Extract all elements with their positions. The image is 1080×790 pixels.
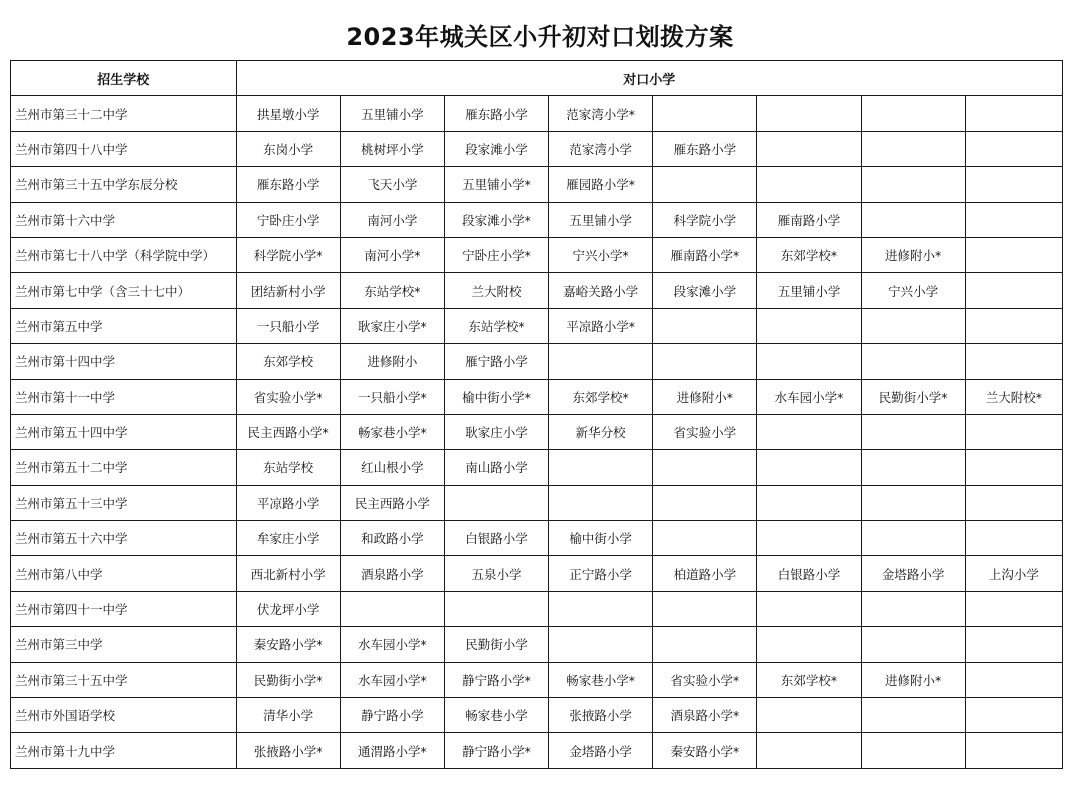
school-cell: 兰州市第五十四中学 <box>11 414 237 449</box>
school-cell: 兰州市第十一中学 <box>11 379 237 414</box>
primary-school-cell: 水车园小学* <box>757 379 861 414</box>
primary-school-cell <box>861 414 965 449</box>
primary-school-cell: 嘉峪关路小学 <box>549 273 653 308</box>
primary-school-cell <box>861 733 965 768</box>
primary-school-cell <box>757 344 861 379</box>
primary-school-cell: 新华分校 <box>549 414 653 449</box>
primary-school-cell <box>757 485 861 520</box>
school-cell: 兰州市第十六中学 <box>11 202 237 237</box>
primary-school-cell <box>965 627 1062 662</box>
primary-school-cell: 水车园小学* <box>340 662 444 697</box>
primary-school-cell <box>965 414 1062 449</box>
primary-school-cell <box>757 521 861 556</box>
primary-school-cell <box>549 485 653 520</box>
table-row <box>11 485 1063 520</box>
primary-school-cell: 南山路小学 <box>444 450 548 485</box>
school-cell: 兰州市第三十五中学东辰分校 <box>11 167 237 202</box>
primary-school-cell <box>757 131 861 166</box>
primary-school-cell: 团结新村小学 <box>236 273 340 308</box>
primary-school-cell: 飞天小学 <box>340 167 444 202</box>
primary-school-cell: 张掖路小学* <box>236 733 340 768</box>
primary-school-cell: 东站学校 <box>236 450 340 485</box>
allocation-table <box>10 60 1063 769</box>
primary-school-cell <box>861 308 965 343</box>
table-row <box>11 273 1063 308</box>
primary-school-cell <box>965 450 1062 485</box>
school-cell: 兰州市第五十二中学 <box>11 450 237 485</box>
primary-school-cell <box>965 485 1062 520</box>
primary-school-cell: 进修附小* <box>861 237 965 272</box>
primary-school-cell <box>444 485 548 520</box>
primary-school-cell <box>965 237 1062 272</box>
primary-school-cell <box>757 627 861 662</box>
primary-school-cell: 南河小学 <box>340 202 444 237</box>
primary-school-cell: 五里铺小学 <box>757 273 861 308</box>
school-cell: 兰州市第十四中学 <box>11 344 237 379</box>
primary-school-cell: 东郊学校* <box>757 662 861 697</box>
primary-school-cell: 平凉路小学* <box>549 308 653 343</box>
primary-school-cell: 宁卧庄小学* <box>444 237 548 272</box>
school-cell: 兰州市第十九中学 <box>11 733 237 768</box>
school-cell: 兰州市外国语学校 <box>11 698 237 733</box>
primary-school-cell: 雁东路小学 <box>444 96 548 131</box>
primary-school-cell: 秦安路小学* <box>653 733 757 768</box>
primary-school-cell: 拱星墩小学 <box>236 96 340 131</box>
table-row <box>11 591 1063 626</box>
primary-school-cell <box>653 344 757 379</box>
primary-school-cell: 畅家巷小学* <box>340 414 444 449</box>
primary-school-cell: 红山根小学 <box>340 450 444 485</box>
primary-school-cell: 民主西路小学 <box>340 485 444 520</box>
primary-school-cell: 上沟小学 <box>965 556 1062 591</box>
table-row <box>11 308 1063 343</box>
primary-school-cell: 桃树坪小学 <box>340 131 444 166</box>
primary-school-cell: 通渭路小学* <box>340 733 444 768</box>
primary-school-cell <box>757 591 861 626</box>
primary-school-cell <box>653 450 757 485</box>
primary-school-cell <box>653 627 757 662</box>
primary-school-cell: 张掖路小学 <box>549 698 653 733</box>
primary-school-cell: 五泉小学 <box>444 556 548 591</box>
primary-school-cell: 酒泉路小学 <box>340 556 444 591</box>
primary-school-cell <box>549 344 653 379</box>
primary-school-cell <box>653 485 757 520</box>
school-cell: 兰州市第三中学 <box>11 627 237 662</box>
primary-school-cell <box>757 96 861 131</box>
primary-school-cell: 五里铺小学 <box>340 96 444 131</box>
primary-school-cell: 雁东路小学 <box>236 167 340 202</box>
primary-school-cell <box>653 591 757 626</box>
primary-school-cell: 雁南路小学* <box>653 237 757 272</box>
table-row <box>11 733 1063 768</box>
primary-school-cell <box>549 627 653 662</box>
primary-school-cell <box>757 450 861 485</box>
primary-school-cell: 白银路小学 <box>444 521 548 556</box>
primary-school-cell: 平凉路小学 <box>236 485 340 520</box>
primary-school-cell <box>965 733 1062 768</box>
school-cell: 兰州市第三十五中学 <box>11 662 237 697</box>
primary-school-cell: 南河小学* <box>340 237 444 272</box>
primary-school-cell: 五里铺小学* <box>444 167 548 202</box>
primary-school-cell: 雁宁路小学 <box>444 344 548 379</box>
primary-school-cell <box>653 308 757 343</box>
primary-school-cell <box>861 698 965 733</box>
primary-school-cell: 静宁路小学 <box>340 698 444 733</box>
header-school: 招生学校 <box>11 61 237 96</box>
primary-school-cell <box>861 450 965 485</box>
primary-school-cell <box>861 202 965 237</box>
school-cell: 兰州市第五中学 <box>11 308 237 343</box>
primary-school-cell: 耿家庄小学* <box>340 308 444 343</box>
primary-school-cell: 进修附小 <box>340 344 444 379</box>
primary-school-cell: 畅家巷小学 <box>444 698 548 733</box>
primary-school-cell <box>340 591 444 626</box>
primary-school-cell: 静宁路小学* <box>444 733 548 768</box>
primary-school-cell: 水车园小学* <box>340 627 444 662</box>
primary-school-cell: 民主西路小学* <box>236 414 340 449</box>
primary-school-cell <box>757 698 861 733</box>
primary-school-cell: 伏龙坪小学 <box>236 591 340 626</box>
primary-school-cell: 和政路小学 <box>340 521 444 556</box>
primary-school-cell: 宁兴小学 <box>861 273 965 308</box>
primary-school-cell: 雁东路小学 <box>653 131 757 166</box>
primary-school-cell: 省实验小学* <box>653 662 757 697</box>
primary-school-cell: 省实验小学 <box>653 414 757 449</box>
table-row <box>11 167 1063 202</box>
primary-school-cell <box>965 131 1062 166</box>
primary-school-cell: 清华小学 <box>236 698 340 733</box>
school-cell: 兰州市第三十二中学 <box>11 96 237 131</box>
primary-school-cell <box>861 591 965 626</box>
primary-school-cell <box>861 131 965 166</box>
primary-school-cell <box>549 591 653 626</box>
table-row <box>11 627 1063 662</box>
primary-school-cell: 范家湾小学 <box>549 131 653 166</box>
table-row <box>11 556 1063 591</box>
primary-school-cell: 金塔路小学 <box>861 556 965 591</box>
primary-school-cell: 酒泉路小学* <box>653 698 757 733</box>
primary-school-cell: 畅家巷小学* <box>549 662 653 697</box>
page-title: 2023年城关区小升初对口划拨方案 <box>346 23 734 51</box>
primary-school-cell <box>965 96 1062 131</box>
primary-school-cell: 进修附小* <box>861 662 965 697</box>
primary-school-cell <box>861 96 965 131</box>
primary-school-cell <box>653 167 757 202</box>
school-cell: 兰州市第四十八中学 <box>11 131 237 166</box>
primary-school-cell: 一只船小学* <box>340 379 444 414</box>
primary-school-cell: 东郊学校 <box>236 344 340 379</box>
primary-school-cell: 五里铺小学 <box>549 202 653 237</box>
primary-school-cell: 东站学校* <box>444 308 548 343</box>
primary-school-cell: 民勤街小学* <box>236 662 340 697</box>
primary-school-cell: 范家湾小学* <box>549 96 653 131</box>
school-cell: 兰州市第四十一中学 <box>11 591 237 626</box>
primary-school-cell: 段家滩小学 <box>653 273 757 308</box>
school-cell: 兰州市第七十八中学（科学院中学） <box>11 237 237 272</box>
primary-school-cell <box>965 698 1062 733</box>
primary-school-cell <box>861 344 965 379</box>
primary-school-cell: 宁兴小学* <box>549 237 653 272</box>
primary-school-cell: 静宁路小学* <box>444 662 548 697</box>
table-row <box>11 237 1063 272</box>
table-row <box>11 414 1063 449</box>
primary-school-cell: 科学院小学* <box>236 237 340 272</box>
primary-school-cell: 柏道路小学 <box>653 556 757 591</box>
primary-school-cell <box>653 96 757 131</box>
school-cell: 兰州市第五十六中学 <box>11 521 237 556</box>
primary-school-cell: 兰大附校 <box>444 273 548 308</box>
primary-school-cell: 雁园路小学* <box>549 167 653 202</box>
primary-school-cell: 民勤街小学 <box>444 627 548 662</box>
table-row <box>11 96 1063 131</box>
primary-school-cell <box>861 627 965 662</box>
primary-school-cell <box>965 662 1062 697</box>
primary-school-cell: 榆中街小学* <box>444 379 548 414</box>
table-body <box>11 96 1063 768</box>
table-row <box>11 131 1063 166</box>
primary-school-cell: 东郊学校* <box>757 237 861 272</box>
primary-school-cell <box>965 344 1062 379</box>
primary-school-cell: 东站学校* <box>340 273 444 308</box>
primary-school-cell: 段家滩小学 <box>444 131 548 166</box>
primary-school-cell <box>444 591 548 626</box>
primary-school-cell: 兰大附校* <box>965 379 1062 414</box>
primary-school-cell: 一只船小学 <box>236 308 340 343</box>
school-cell: 兰州市第八中学 <box>11 556 237 591</box>
primary-school-cell: 牟家庄小学 <box>236 521 340 556</box>
primary-school-cell <box>861 521 965 556</box>
primary-school-cell <box>861 167 965 202</box>
primary-school-cell: 西北新村小学 <box>236 556 340 591</box>
primary-school-cell: 进修附小* <box>653 379 757 414</box>
primary-school-cell: 白银路小学 <box>757 556 861 591</box>
primary-school-cell <box>965 273 1062 308</box>
table-row <box>11 521 1063 556</box>
table-row <box>11 379 1063 414</box>
primary-school-cell <box>549 450 653 485</box>
primary-school-cell: 耿家庄小学 <box>444 414 548 449</box>
primary-school-cell <box>965 202 1062 237</box>
primary-school-cell <box>757 167 861 202</box>
primary-school-cell <box>861 485 965 520</box>
primary-school-cell: 东岗小学 <box>236 131 340 166</box>
primary-school-cell <box>965 167 1062 202</box>
primary-school-cell <box>965 308 1062 343</box>
header-primary: 对口小学 <box>236 61 1062 96</box>
table-row <box>11 662 1063 697</box>
primary-school-cell: 秦安路小学* <box>236 627 340 662</box>
primary-school-cell <box>965 591 1062 626</box>
primary-school-cell <box>965 521 1062 556</box>
table-row <box>11 698 1063 733</box>
primary-school-cell <box>757 733 861 768</box>
table-row <box>11 450 1063 485</box>
table-header-row <box>11 61 1063 96</box>
primary-school-cell: 科学院小学 <box>653 202 757 237</box>
school-cell: 兰州市第七中学（含三十七中） <box>11 273 237 308</box>
table-row <box>11 202 1063 237</box>
school-cell: 兰州市第五十三中学 <box>11 485 237 520</box>
primary-school-cell <box>653 521 757 556</box>
primary-school-cell: 省实验小学* <box>236 379 340 414</box>
primary-school-cell: 东郊学校* <box>549 379 653 414</box>
primary-school-cell: 宁卧庄小学 <box>236 202 340 237</box>
primary-school-cell: 段家滩小学* <box>444 202 548 237</box>
primary-school-cell: 民勤街小学* <box>861 379 965 414</box>
table-row <box>11 344 1063 379</box>
primary-school-cell: 金塔路小学 <box>549 733 653 768</box>
primary-school-cell <box>757 308 861 343</box>
primary-school-cell: 榆中街小学 <box>549 521 653 556</box>
primary-school-cell <box>757 414 861 449</box>
primary-school-cell: 正宁路小学 <box>549 556 653 591</box>
primary-school-cell: 雁南路小学 <box>757 202 861 237</box>
